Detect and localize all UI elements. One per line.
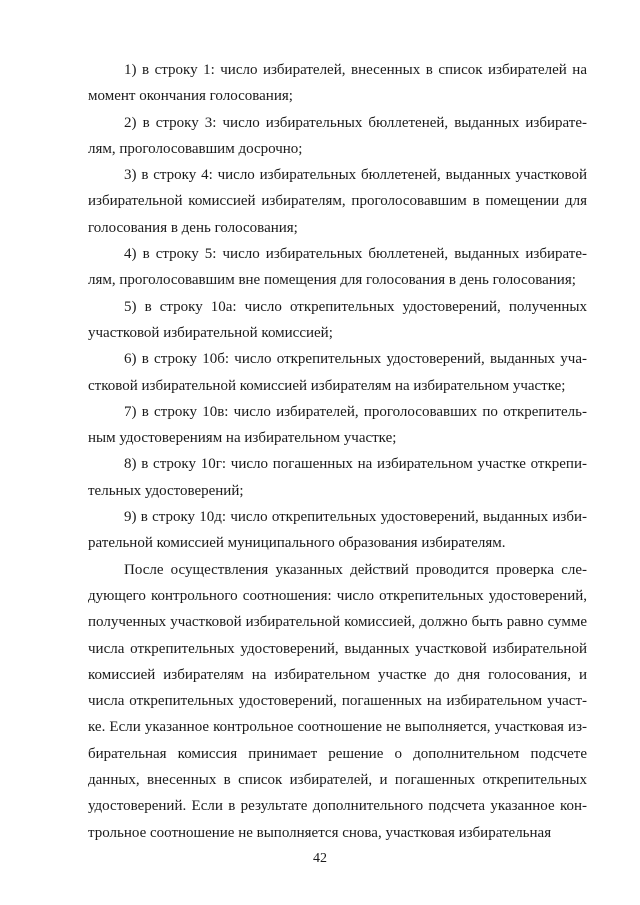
body-text xyxy=(88,57,587,846)
list-item-row-1: 1) в строку 1: число избирателей, внесенных в список избирателей на момент окончания голосования; xyxy=(88,62,587,105)
list-item-row-10d: 9) в строку 10д: число открепительных удостоверений, выданных избирательной комиссией муниципального образования избирателям. xyxy=(88,509,587,552)
list-item-row-10a: 5) в строку 10а: число открепительных удостоверений, полученных участковой избирательной комиссией; xyxy=(88,298,587,341)
page-number: 42 xyxy=(313,851,327,866)
list-item-row-4: 3) в строку 4: число избирательных бюллетеней, выданных участковой избирательной комиссией избирателям, проголосовавшим в помещении для голосования в день голосования; xyxy=(88,167,587,236)
list-item-row-10b: 6) в строку 10б: число открепительных удостоверений, выданных участковой избирательной комиссией избирателям на избирательном участке; xyxy=(88,351,587,394)
list-item-row-10v: 7) в строку 10в: число избирателей, проголосовавших по открепительным удостоверениям на избирательном участке; xyxy=(88,403,587,447)
list-item-row-10g: 8) в строку 10г: число погашенных на избирательном участке открепительных удостоверений; xyxy=(88,456,587,499)
list-item-row-3: 2) в строку 3: число избирательных бюллетеней, выданных избирателям, проголосовавшим досрочно; xyxy=(88,114,587,157)
control-ratio-paragraph: После осуществления указанных действий проводится проверка следующего контрольного соотношения: число открепительных удостоверений, полученных участковой избирательной комиссией, должно быть равно сумме числа открепительных удостоверений, выданных участковой избирательной комиссией избирателям на избирательном участке до дня голосования, и числа открепительных удостоверений, погашенных на избирательном участке. Если указанное контрольное соотношение не выполняется, участковая избирательная комиссия принимает решение о дополнительном подсчете данных, внесенных в список избирателей, и погашенных открепительных удостоверений. Если в результате дополнительного подсчета указанное контрольное соотношение не выполняется снова, участковая избирательная xyxy=(88,561,587,841)
list-item-row-5: 4) в строку 5: число избирательных бюллетеней, выданных избирателям, проголосовавшим вне помещения для голосования в день голосования; xyxy=(88,246,587,289)
